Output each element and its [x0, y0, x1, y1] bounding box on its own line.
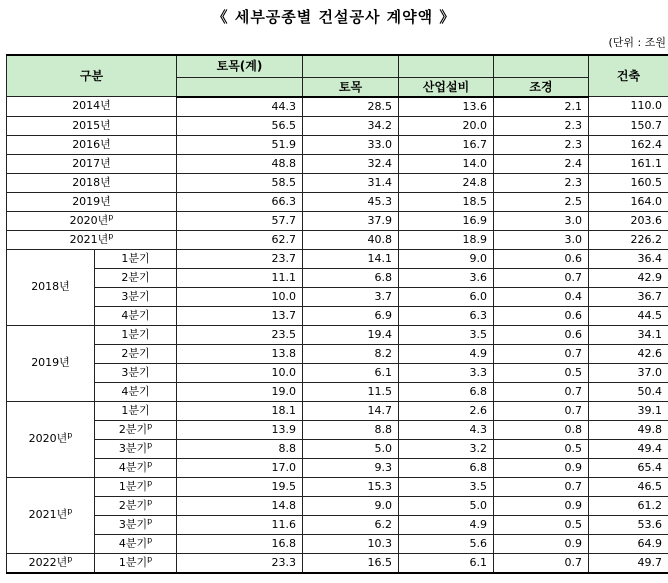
cell-industrial: 3.3 — [399, 363, 494, 382]
cell-industrial: 2.6 — [399, 401, 494, 420]
superscript-marker: p — [147, 496, 153, 506]
row-label-year — [7, 97, 177, 117]
cell-civil: 37.9 — [303, 211, 399, 230]
cell-building: 53.6 — [589, 515, 668, 534]
row-label-year — [7, 154, 177, 173]
cell-civil-total: 48.8 — [177, 154, 303, 173]
cell-civil-total: 44.3 — [177, 97, 303, 117]
group-year-label — [7, 401, 95, 477]
cell-civil: 31.4 — [303, 173, 399, 192]
cell-landscape: 2.4 — [494, 154, 589, 173]
header-civil-total-blank — [177, 77, 303, 97]
table-row — [7, 268, 668, 287]
cell-civil-total: 10.0 — [177, 287, 303, 306]
quarter-label — [95, 287, 177, 306]
row-label-year — [7, 173, 177, 192]
table-row — [7, 116, 668, 135]
cell-civil: 9.3 — [303, 458, 399, 477]
quarter-label — [95, 401, 177, 420]
cell-landscape: 0.7 — [494, 553, 589, 573]
cell-building: 226.2 — [589, 230, 668, 249]
cell-civil: 11.5 — [303, 382, 399, 401]
quarter-label — [95, 306, 177, 325]
header-civil-group-blank — [303, 55, 399, 77]
cell-landscape: 0.9 — [494, 496, 589, 515]
table-row — [7, 344, 668, 363]
cell-industrial: 13.6 — [399, 97, 494, 117]
document-title: 《 세부공종별 건설공사 계약액 》 — [212, 8, 456, 26]
row-label-text: 2020년 — [28, 432, 68, 445]
quarter-label — [95, 382, 177, 401]
row-label-text: 1분기 — [121, 251, 150, 265]
cell-industrial: 3.5 — [399, 477, 494, 496]
cell-landscape: 0.5 — [494, 439, 589, 458]
row-label-text: 2분기 — [118, 498, 148, 512]
quarter-label — [95, 325, 177, 344]
cell-civil-total: 13.7 — [177, 306, 303, 325]
row-label-text: 3분기 — [121, 365, 150, 379]
table-row — [7, 306, 668, 325]
table-row — [7, 154, 668, 173]
cell-building: 50.4 — [589, 382, 668, 401]
contract-amount-table — [6, 54, 668, 574]
superscript-marker: p — [147, 477, 153, 487]
cell-industrial: 9.0 — [399, 249, 494, 268]
cell-landscape: 0.6 — [494, 249, 589, 268]
table-row — [7, 173, 668, 192]
cell-industrial: 4.9 — [399, 515, 494, 534]
cell-building: 150.7 — [589, 116, 668, 135]
row-label-text: 3분기 — [121, 289, 150, 303]
cell-civil-total: 10.0 — [177, 363, 303, 382]
cell-landscape: 3.0 — [494, 230, 589, 249]
row-label-text: 2016년 — [72, 137, 111, 151]
cell-civil: 33.0 — [303, 135, 399, 154]
superscript-marker: p — [147, 515, 153, 525]
superscript-marker: p — [67, 506, 73, 516]
row-label-text: 4분기 — [118, 460, 148, 474]
cell-civil-total: 57.7 — [177, 211, 303, 230]
row-label-text: 2020년 — [69, 213, 109, 227]
group-year-label — [7, 249, 95, 325]
quarter-label — [95, 344, 177, 363]
cell-industrial: 16.7 — [399, 135, 494, 154]
quarter-label — [95, 553, 177, 573]
cell-industrial: 3.6 — [399, 268, 494, 287]
cell-civil: 45.3 — [303, 192, 399, 211]
cell-civil: 16.5 — [303, 553, 399, 573]
row-label-text: 4분기 — [121, 384, 150, 398]
cell-civil: 8.2 — [303, 344, 399, 363]
header-category: 구분 — [7, 55, 177, 97]
cell-industrial: 6.1 — [399, 553, 494, 573]
cell-building: 36.4 — [589, 249, 668, 268]
cell-landscape: 0.7 — [494, 268, 589, 287]
cell-civil-total: 11.1 — [177, 268, 303, 287]
row-label-year — [7, 116, 177, 135]
row-label-text: 2021년 — [69, 232, 109, 246]
cell-civil: 9.0 — [303, 496, 399, 515]
cell-civil: 19.4 — [303, 325, 399, 344]
cell-landscape: 2.3 — [494, 135, 589, 154]
group-year-label — [7, 477, 95, 553]
cell-civil-total: 16.8 — [177, 534, 303, 553]
table-row — [7, 553, 668, 573]
cell-civil-total: 17.0 — [177, 458, 303, 477]
cell-industrial: 5.0 — [399, 496, 494, 515]
cell-landscape: 0.9 — [494, 458, 589, 477]
cell-civil-total: 23.7 — [177, 249, 303, 268]
cell-landscape: 0.4 — [494, 287, 589, 306]
row-label-text: 4분기 — [121, 308, 150, 322]
cell-building: 65.4 — [589, 458, 668, 477]
superscript-marker: p — [108, 211, 114, 221]
cell-industrial: 4.9 — [399, 344, 494, 363]
cell-industrial: 6.0 — [399, 287, 494, 306]
row-label-text: 2022년 — [28, 555, 68, 569]
cell-landscape: 0.8 — [494, 420, 589, 439]
cell-building: 161.1 — [589, 154, 668, 173]
header-blank-3 — [494, 55, 589, 77]
header-civil-total: 토목(계) — [177, 55, 303, 77]
cell-landscape: 0.6 — [494, 306, 589, 325]
cell-building: 46.5 — [589, 477, 668, 496]
cell-landscape: 0.5 — [494, 363, 589, 382]
row-label-text: 1분기 — [121, 403, 150, 417]
table-row — [7, 458, 668, 477]
quarter-label — [95, 477, 177, 496]
quarter-label — [95, 420, 177, 439]
cell-civil: 14.7 — [303, 401, 399, 420]
table-row — [7, 249, 668, 268]
cell-landscape: 0.7 — [494, 344, 589, 363]
superscript-marker: p — [67, 553, 73, 563]
row-label-text: 2분기 — [121, 270, 150, 284]
table-row — [7, 230, 668, 249]
row-label-year — [7, 135, 177, 154]
cell-landscape: 2.1 — [494, 97, 589, 117]
cell-civil-total: 23.5 — [177, 325, 303, 344]
cell-civil-total: 11.6 — [177, 515, 303, 534]
cell-civil: 6.2 — [303, 515, 399, 534]
row-label-text: 2019년 — [72, 194, 111, 208]
cell-civil-total: 13.8 — [177, 344, 303, 363]
cell-landscape: 2.5 — [494, 192, 589, 211]
table-row — [7, 496, 668, 515]
row-label-text: 2019년 — [31, 356, 70, 369]
table-row — [7, 211, 668, 230]
cell-civil: 8.8 — [303, 420, 399, 439]
unit-note: (단위 : 조원 — [608, 36, 666, 49]
cell-industrial: 24.8 — [399, 173, 494, 192]
table-row — [7, 515, 668, 534]
table-row — [7, 363, 668, 382]
cell-civil: 5.0 — [303, 439, 399, 458]
row-label-text: 2분기 — [121, 346, 150, 360]
quarter-label — [95, 496, 177, 515]
cell-industrial: 3.5 — [399, 325, 494, 344]
superscript-marker: p — [147, 553, 153, 563]
cell-landscape: 2.3 — [494, 173, 589, 192]
cell-landscape: 0.7 — [494, 382, 589, 401]
cell-civil-total: 62.7 — [177, 230, 303, 249]
header-landscape: 조경 — [494, 77, 589, 97]
row-label-text: 3분기 — [118, 441, 148, 455]
cell-building: 61.2 — [589, 496, 668, 515]
superscript-marker: p — [108, 230, 114, 240]
row-label-text: 2014년 — [72, 99, 111, 113]
table-row — [7, 382, 668, 401]
cell-civil-total: 66.3 — [177, 192, 303, 211]
row-label-text: 2017년 — [72, 156, 111, 170]
table-row — [7, 192, 668, 211]
table-row — [7, 325, 668, 344]
cell-civil-total: 51.9 — [177, 135, 303, 154]
row-label-text: 3분기 — [118, 517, 148, 531]
table-row — [7, 534, 668, 553]
quarter-label — [95, 249, 177, 268]
cell-civil-total: 23.3 — [177, 553, 303, 573]
cell-civil-total: 18.1 — [177, 401, 303, 420]
cell-civil: 32.4 — [303, 154, 399, 173]
table-body — [7, 97, 668, 573]
cell-civil-total: 58.5 — [177, 173, 303, 192]
cell-landscape: 2.3 — [494, 116, 589, 135]
cell-civil-total: 19.5 — [177, 477, 303, 496]
table-row — [7, 135, 668, 154]
cell-building: 49.8 — [589, 420, 668, 439]
header-industrial: 산업설비 — [399, 77, 494, 97]
cell-landscape: 0.6 — [494, 325, 589, 344]
group-year-label — [7, 553, 95, 573]
row-label-text: 1분기 — [121, 327, 150, 341]
row-label-text: 2018년 — [72, 175, 111, 189]
cell-industrial: 16.9 — [399, 211, 494, 230]
quarter-label — [95, 268, 177, 287]
cell-civil: 6.1 — [303, 363, 399, 382]
row-label-text: 2021년 — [28, 508, 68, 521]
cell-civil: 3.7 — [303, 287, 399, 306]
cell-industrial: 5.6 — [399, 534, 494, 553]
table-row — [7, 420, 668, 439]
cell-landscape: 0.5 — [494, 515, 589, 534]
table-row — [7, 401, 668, 420]
quarter-label — [95, 458, 177, 477]
cell-building: 164.0 — [589, 192, 668, 211]
cell-civil-total: 13.9 — [177, 420, 303, 439]
quarter-label — [95, 515, 177, 534]
cell-building: 160.5 — [589, 173, 668, 192]
cell-building: 42.6 — [589, 344, 668, 363]
cell-building: 110.0 — [589, 97, 668, 117]
header-blank-2 — [399, 55, 494, 77]
row-label-text: 1분기 — [118, 555, 148, 569]
superscript-marker: p — [67, 430, 73, 440]
cell-building: 42.9 — [589, 268, 668, 287]
cell-industrial: 6.8 — [399, 458, 494, 477]
cell-building: 203.6 — [589, 211, 668, 230]
cell-civil: 40.8 — [303, 230, 399, 249]
cell-civil-total: 8.8 — [177, 439, 303, 458]
table-row — [7, 287, 668, 306]
quarter-label — [95, 534, 177, 553]
row-label-year — [7, 230, 177, 249]
cell-industrial: 20.0 — [399, 116, 494, 135]
table-row — [7, 477, 668, 496]
cell-industrial: 3.2 — [399, 439, 494, 458]
cell-industrial: 18.5 — [399, 192, 494, 211]
cell-civil: 6.8 — [303, 268, 399, 287]
cell-industrial: 6.8 — [399, 382, 494, 401]
cell-landscape: 0.7 — [494, 477, 589, 496]
superscript-marker: p — [147, 439, 153, 449]
cell-civil: 10.3 — [303, 534, 399, 553]
cell-building: 39.1 — [589, 401, 668, 420]
row-label-text: 2분기 — [118, 422, 148, 436]
cell-civil: 6.9 — [303, 306, 399, 325]
cell-building: 37.0 — [589, 363, 668, 382]
cell-civil: 15.3 — [303, 477, 399, 496]
cell-building: 49.7 — [589, 553, 668, 573]
header-civil: 토목 — [303, 77, 399, 97]
cell-industrial: 18.9 — [399, 230, 494, 249]
cell-civil: 14.1 — [303, 249, 399, 268]
cell-landscape: 0.9 — [494, 534, 589, 553]
superscript-marker: p — [147, 458, 153, 468]
cell-civil-total: 56.5 — [177, 116, 303, 135]
cell-building: 49.4 — [589, 439, 668, 458]
row-label-text: 1분기 — [118, 479, 148, 493]
cell-industrial: 4.3 — [399, 420, 494, 439]
cell-building: 44.5 — [589, 306, 668, 325]
header-building: 건축 — [589, 55, 668, 97]
cell-civil-total: 14.8 — [177, 496, 303, 515]
cell-civil: 34.2 — [303, 116, 399, 135]
cell-civil: 28.5 — [303, 97, 399, 117]
quarter-label — [95, 363, 177, 382]
quarter-label — [95, 439, 177, 458]
group-year-label — [7, 325, 95, 401]
row-label-year — [7, 211, 177, 230]
row-label-text: 2015년 — [72, 118, 111, 132]
cell-landscape: 0.7 — [494, 401, 589, 420]
cell-industrial: 6.3 — [399, 306, 494, 325]
row-label-year — [7, 192, 177, 211]
table-row — [7, 439, 668, 458]
cell-civil-total: 19.0 — [177, 382, 303, 401]
table-row — [7, 97, 668, 117]
cell-building: 162.4 — [589, 135, 668, 154]
cell-building: 36.7 — [589, 287, 668, 306]
cell-industrial: 14.0 — [399, 154, 494, 173]
row-label-text: 4분기 — [118, 536, 148, 550]
row-label-text: 2018년 — [31, 280, 70, 293]
cell-landscape: 3.0 — [494, 211, 589, 230]
cell-building: 64.9 — [589, 534, 668, 553]
superscript-marker: p — [147, 420, 153, 430]
superscript-marker: p — [147, 534, 153, 544]
cell-building: 34.1 — [589, 325, 668, 344]
